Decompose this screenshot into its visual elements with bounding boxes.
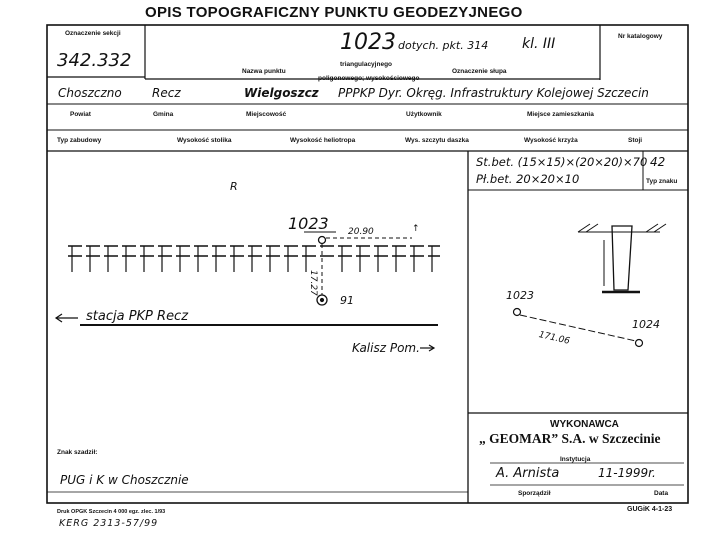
- footer-form-code: GUGiK 4-1-23: [627, 506, 673, 513]
- contractor-name: „ GEOMAR” S.A. w Szczecinie: [479, 431, 661, 446]
- point-name-label: Nazwa punktu: [242, 68, 286, 75]
- district-value: Choszczno: [58, 86, 122, 100]
- commune-value: Recz: [152, 86, 181, 100]
- daszek-label: Wys. szczytu daszka: [405, 137, 469, 144]
- mark-line-2: Pł.bet. 20×20×10: [476, 172, 580, 186]
- signs-value: PUG i K w Choszcznie: [60, 473, 189, 487]
- sketch-arrow-tip: ↑: [412, 224, 420, 234]
- table-height-label: Wysokość stolika: [177, 137, 232, 144]
- cross-label: Wysokość krzyża: [524, 137, 578, 144]
- mark-code: 42: [650, 155, 666, 169]
- owner-value: PPPKP Dyr. Okręg. Infrastruktury Kolejowej Szczecin: [338, 86, 649, 100]
- point-type-label-1: triangulacyjnego: [340, 61, 393, 68]
- form-title: OPIS TOPOGRAFICZNY PUNKTU GEODEZYJNEGO: [145, 4, 523, 21]
- build-type-label: Typ zabudowy: [57, 137, 102, 144]
- point-reference: dotych. pkt. 314: [398, 39, 489, 52]
- station-label: stacja PKP Recz: [86, 309, 189, 324]
- mark-line-1: St.bet. (15×15)×(20×20)×70: [476, 155, 648, 169]
- sketch-dist-vertical: 17.27: [308, 270, 318, 296]
- signs-label: Znak szadził:: [57, 449, 98, 456]
- section-value: 342.332: [57, 50, 132, 71]
- footer-kerg: KERG 2313-57/99: [59, 518, 159, 529]
- place-label: Miejscowość: [246, 111, 287, 118]
- sketch-offset-label: 20.90: [348, 227, 374, 237]
- mark-cross-section-icon: [578, 224, 666, 292]
- orientation-sketch: [514, 309, 643, 347]
- place-value: Wielgoszcz: [244, 86, 319, 100]
- pillar-label: Oznaczenie słupa: [452, 68, 507, 75]
- footer-print-info: Druk OPGK Szczecin 4 000 egz. zlec. 1/93: [57, 509, 166, 515]
- section-label: Oznaczenie sekcji: [65, 30, 121, 37]
- orientation-distance: 171.06: [537, 330, 571, 347]
- owner-label: Użytkownik: [406, 111, 442, 118]
- sketch-point-label: 1023: [288, 214, 329, 233]
- contractor-header: WYKONAWCA: [550, 419, 619, 430]
- build-pillar-label: Stoji: [628, 137, 643, 144]
- catalog-label: Nr katalogowy: [618, 33, 663, 40]
- contractor-date: 11-1999r.: [598, 466, 656, 480]
- mark-code-label: Typ znaku: [646, 178, 678, 185]
- residence-label: Miejsce zamieszkania: [527, 111, 594, 118]
- sketch-r-label: R: [230, 180, 238, 193]
- direction-label: Kalisz Pom.: [352, 341, 420, 355]
- contractor-author: A. Arnista: [496, 466, 560, 481]
- railway-track: [56, 246, 440, 351]
- contractor-inst-label: Instytucja: [560, 456, 591, 463]
- commune-label: Gmina: [153, 111, 174, 118]
- district-label: Powiat: [70, 111, 91, 118]
- orientation-point-b: 1024: [632, 318, 660, 331]
- heliotrope-label: Wysokość heliotropa: [290, 137, 356, 144]
- contractor-date-label: Data: [654, 490, 669, 497]
- orientation-point-a: 1023: [506, 289, 534, 302]
- point-type-label-2: poligonowego; wysokościowego: [318, 75, 420, 82]
- point-number: 1023: [340, 30, 396, 55]
- point-class: kl. III: [522, 36, 556, 52]
- sketch-aux-point: 91: [340, 294, 354, 307]
- contractor-author-label: Sporządził: [518, 490, 551, 497]
